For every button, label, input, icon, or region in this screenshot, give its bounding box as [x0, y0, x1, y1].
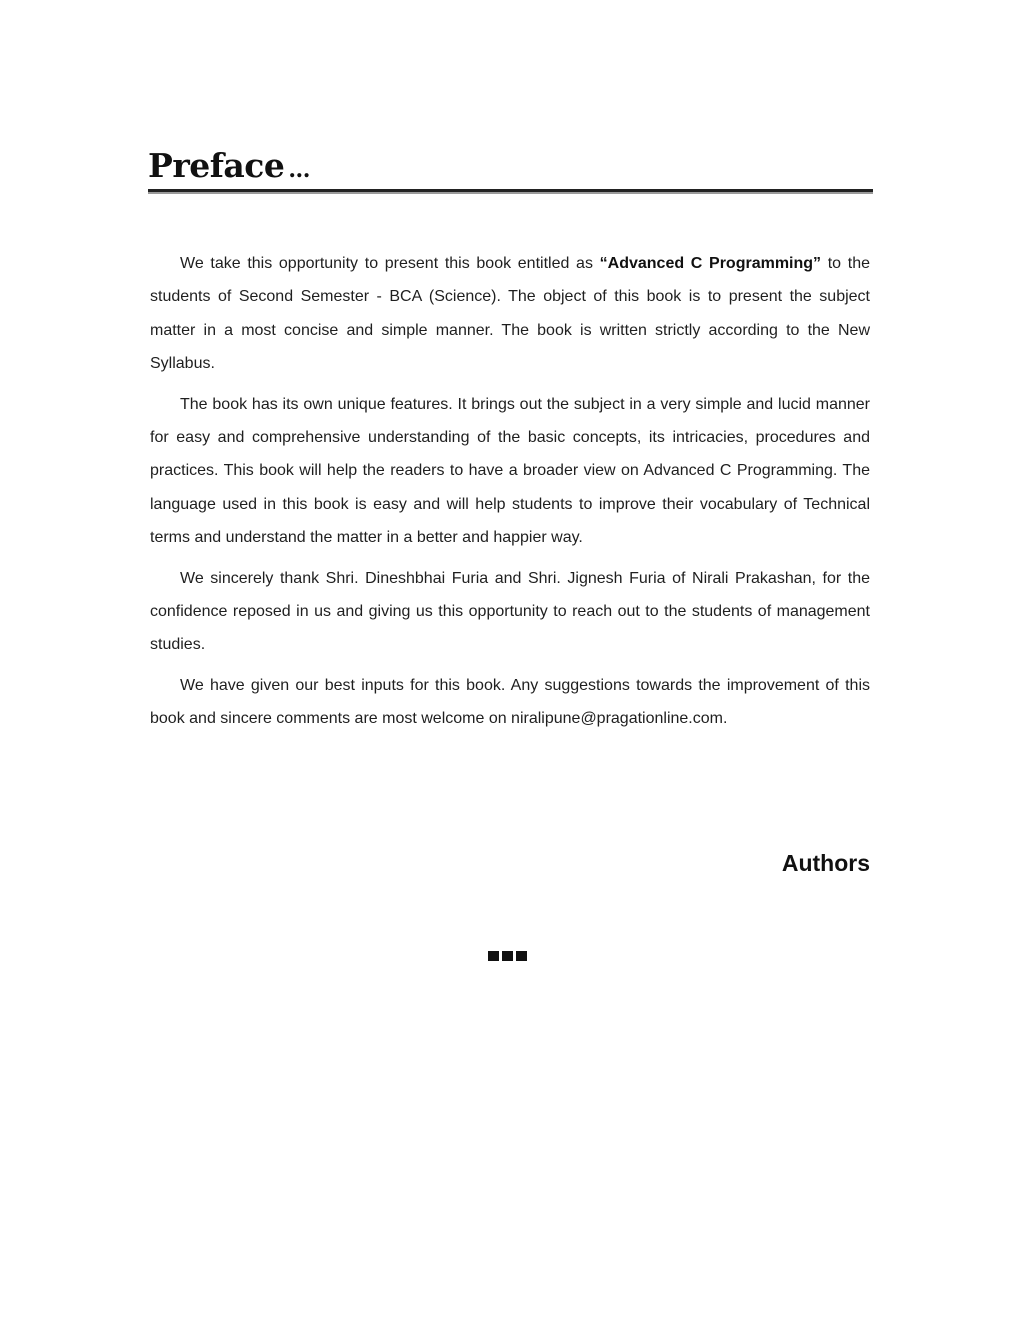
paragraph-thanks: We sincerely thank Shri. Dineshbhai Furia and Shri. Jignesh Furia of Nirali Prakashan, for the confidence reposed in us and giving us this opportunity to reach out to the students of management studies. — [150, 569, 870, 654]
paragraph-intro — [150, 247, 870, 381]
end-square-icon — [488, 951, 499, 961]
title-text: Preface — [148, 146, 285, 185]
title-ellipsis: ... — [288, 157, 310, 183]
signature-authors: Authors — [781, 850, 870, 876]
preface-body — [150, 247, 870, 743]
end-square-icon — [516, 951, 527, 961]
paragraph-suggestions: We have given our best inputs for this book. Any suggestions towards the improvement of this book and sincere comments are most welcome on niralipune@pragationline.com. — [150, 676, 870, 728]
end-of-section-marker — [488, 951, 527, 961]
page-title — [148, 146, 310, 186]
end-square-icon — [502, 951, 513, 961]
paragraph-intro-rest: to the students of Second Semester - BCA (Science). The object of this book is to present the subject matter in a most concise and simple manner. The book is written strictly according to the New Syllabus. — [150, 255, 870, 373]
book-title: “Advanced C Programming” — [599, 255, 822, 272]
paragraph-intro-lead: We take this opportunity to present this book entitled as — [180, 255, 600, 272]
title-underline-shadow — [148, 192, 873, 194]
paragraph-features: The book has its own unique features. It brings out the subject in a very simple and lucid manner for easy and comprehensive understanding of the basic concepts, its intricacies, procedures and practices. This book will help the readers to have a broader view on Advanced C Programming. The language used in this book is easy and will help students to improve their vocabulary of Technical terms and understand the matter in a better and happier way. — [150, 395, 870, 547]
